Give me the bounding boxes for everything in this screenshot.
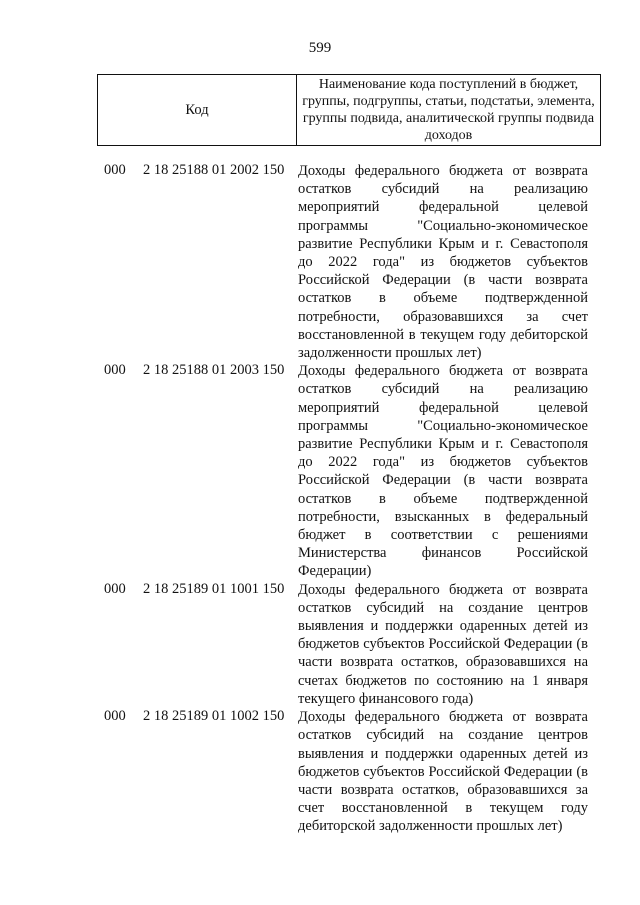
- revenue-code: 2 18 25188 01 2002 150: [143, 162, 285, 178]
- table-row: [0, 581, 640, 708]
- revenue-description: Доходы федерального бюджета от возврата остатков субсидий на реализацию мероприятий федеральной целевой программы "Социально-экономическое развитие Республики Крым и г. Севастополя до 2022 года" из бюджетов субъектов Российской Федерации (в части возврата остатков в объеме подтвержденной потребности, образовавшихся за счет восстановленной в текущем году дебиторской задолженности прошлых лет): [298, 163, 588, 362]
- revenue-description: Доходы федерального бюджета от возврата остатков субсидий на создание центров выявления и поддержки одаренных детей из бюджетов субъектов Российской Федерации (в части возврата остатков, образовавшихся за счет восстановленной в текущем году дебиторской задолженности прошлых лет): [298, 709, 588, 835]
- revenue-description: Доходы федерального бюджета от возврата остатков субсидий на реализацию мероприятий федеральной целевой программы "Социально-экономическое развитие Республики Крым и г. Севастополя до 2022 года" из бюджетов субъектов Российской Федерации (в части возврата остатков в объеме подтвержденной потребности, взысканных в федеральный бюджет в соответствии с решениями Министерства финансов Российской Федерации): [298, 363, 588, 580]
- table-row: [0, 708, 640, 835]
- admin-code: 000: [104, 362, 126, 379]
- table-body: [0, 162, 640, 836]
- revenue-description: Доходы федерального бюджета от возврата остатков субсидий на создание центров выявления и поддержки одаренных детей из бюджетов субъектов Российской Федерации (в части возврата остатков, образовавшихся на счетах бюджетов по состоянию на 1 января текущего финансового года): [298, 581, 588, 707]
- revenue-code: 2 18 25188 01 2003 150: [143, 362, 285, 379]
- admin-code: 000: [104, 162, 126, 178]
- table-row: [0, 162, 640, 362]
- header-name-column: Наименование кода поступлений в бюджет, группы, подгруппы, статьи, подстатьи, элемента, группы подвида, аналитической группы подвида доходов: [302, 77, 595, 143]
- header-code-column: Код: [98, 75, 297, 145]
- admin-code: 000: [104, 708, 126, 725]
- table-row: [0, 362, 640, 580]
- page-number: 599: [308, 40, 332, 56]
- admin-code: 000: [104, 580, 126, 597]
- revenue-code: 2 18 25189 01 1001 150: [143, 580, 285, 597]
- revenue-code: 2 18 25189 01 1002 150: [143, 708, 285, 725]
- table-header: [97, 74, 601, 146]
